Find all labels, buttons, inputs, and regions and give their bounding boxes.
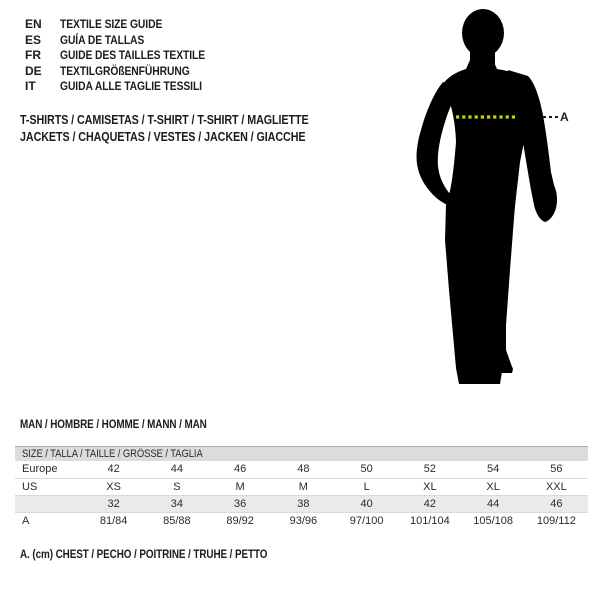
size-value: 93/96 (289, 514, 318, 527)
size-value: 89/92 (226, 514, 254, 527)
size-value: 42 (107, 463, 120, 476)
size-value: 48 (297, 463, 310, 476)
size-value: 52 (423, 463, 436, 476)
size-value: 44 (487, 497, 500, 510)
row-label (15, 495, 82, 512)
size-value: 50 (360, 463, 373, 476)
language-code: EN (25, 17, 42, 31)
language-title: GUIDA ALLE TAGLIE TESSILI (60, 79, 202, 93)
table-row-chest-cm (15, 512, 588, 529)
size-value: L (363, 480, 370, 493)
table-row-us (15, 478, 588, 495)
language-code: IT (25, 79, 36, 93)
size-value: 56 (550, 463, 563, 476)
size-value: XXL (545, 480, 567, 493)
table-row-europe (15, 461, 588, 478)
table-row-us-numeric (15, 495, 588, 512)
size-value: 54 (487, 463, 500, 476)
size-value: 32 (107, 497, 120, 510)
measurement-footnote (20, 549, 308, 561)
category-tshirts: T-SHIRTS / CAMISETAS / T-SHIRT / T-SHIRT / MAGLIETTE (20, 113, 309, 127)
language-code: DE (25, 63, 42, 78)
size-value: XS (106, 480, 121, 493)
size-value: 81/84 (99, 514, 128, 527)
size-value: S (173, 480, 181, 493)
size-value: 109/112 (536, 514, 576, 527)
size-value: 42 (423, 497, 436, 510)
table-header-label: SIZE / TALLA / TAILLE / GRÖSSE / TAGLIA (22, 448, 203, 460)
size-value: 34 (170, 497, 183, 510)
size-value: 97/100 (349, 514, 384, 527)
measurement-footnote-text: A. (cm) CHEST / PECHO / POITRINE / TRUHE / PETTO (20, 549, 268, 561)
size-value: 46 (550, 497, 563, 510)
section-title-text: MAN / HOMBRE / HOMME / MANN / MAN (20, 419, 207, 431)
size-value: 44 (170, 463, 183, 476)
row-label: A (22, 514, 30, 527)
size-table (15, 446, 588, 529)
size-value: 38 (297, 497, 310, 510)
language-title: TEXTILE SIZE GUIDE (60, 17, 163, 31)
row-label: US (22, 480, 38, 493)
size-value: 40 (360, 497, 373, 510)
language-title: GUÍA DE TALLAS (60, 32, 145, 47)
language-code: FR (25, 48, 41, 62)
row-label: Europe (22, 463, 58, 476)
chest-measure-label: A (560, 110, 569, 124)
size-value: 101/104 (409, 514, 450, 527)
category-jackets: JACKETS / CHAQUETAS / VESTES / JACKEN / GIACCHE (20, 130, 306, 144)
size-value: XL (423, 480, 437, 493)
language-code: ES (25, 32, 42, 47)
size-value: 105/108 (473, 514, 513, 527)
size-value: 85/88 (163, 514, 191, 527)
language-title: GUIDE DES TAILLES TEXTILE (60, 48, 206, 62)
size-value: 46 (234, 463, 247, 476)
section-title (20, 419, 237, 431)
size-value: 36 (234, 497, 247, 510)
language-title: TEXTILGRÖßENFÜHRUNG (60, 63, 190, 78)
size-value: XL (486, 480, 500, 493)
size-value: M (298, 480, 308, 493)
size-value: M (235, 480, 245, 493)
table-header-row (15, 447, 588, 462)
